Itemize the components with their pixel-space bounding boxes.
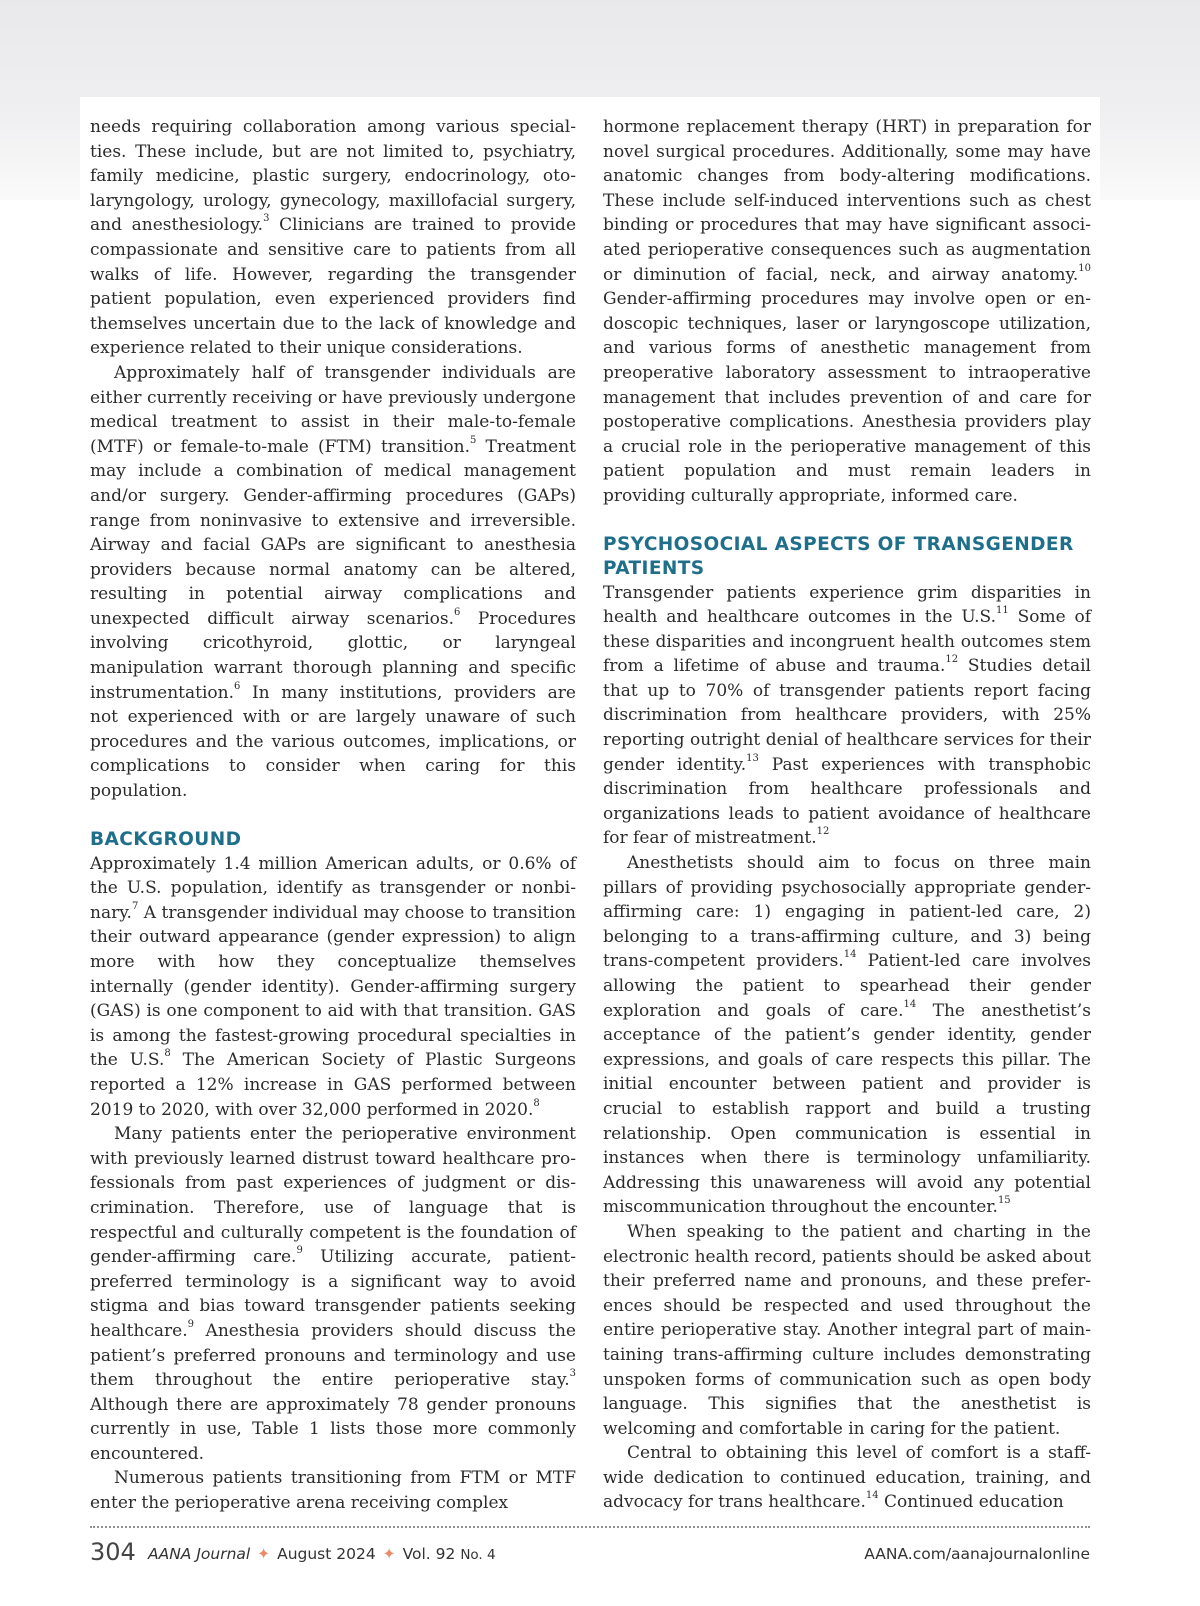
citation[interactable]: 6 bbox=[233, 680, 241, 692]
citation[interactable]: 6 bbox=[454, 606, 461, 618]
paragraph-disparities: Transgender patients experience grim disparities in health and healthcare outcomes in the U.S.$^{11}$ Some of these disparities and incongruent health outcomes stem from a lifetime of abuse and trauma.$^{12}$ Studies detail that up to 70% of transgender patients report facing discrimination from healthcare providers, with 25% reporting outright denial of healthcare services for their gender identity.$^{13}$ Past experiences with transphobic discrimination from healthcare professionals and organizations leads to patient avoidance of healthcare for fear of mistreatment.$^{12}$ bbox=[603, 582, 1091, 849]
paragraph-language-care: Many patients enter the perioperative environment with previously learned distrust toward healthcare professionals from past experiences of judgment or discrimination. Therefore, use of language that is respectful and culturally competent is the foundation of gender-affirming care.$^9$ Utilizing accurate, patient-preferred terminology is a significant way to avoid stigma and bias toward transgender patients seeking healthcare.$^9$ Anesthesia providers should discuss the patient’s preferred pronouns and terminology and use them throughout the entire perioperative stay.$^3$ Although there are approximately 78 gender pronouns currently in use, Table 1 lists those more commonly encountered. bbox=[90, 1124, 576, 1464]
paragraph-pronouns-charting: When speaking to the patient and charting in the electronic health record, patients should be asked about their preferred name and pronouns, and these preferences should be respected and used throughout the entire perioperative stay. Another integral part of maintaining trans-affirming culture includes demonstrating unspoken forms of communication such as open body language. This signifies that the anesthetist is welcoming and comfortable in caring for the patient. bbox=[603, 1221, 1091, 1439]
journal-name: AANA Journal bbox=[148, 1545, 251, 1563]
citation[interactable]: 9 bbox=[187, 1318, 194, 1330]
section-heading-psychosocial: PSYCHOSOCIAL ASPECTS OF TRANSGENDER PATIENTS bbox=[603, 533, 1074, 579]
paragraph-staff-education: Central to obtaining this level of comfort is a staff-wide dedication to continued education, training, and advocacy for trans healthcare.$^{14}$ Continued education bbox=[603, 1443, 1091, 1513]
paragraph-hrt: hormone replacement therapy (HRT) in preparation for novel surgical procedures. Additionally, some may have anatomic changes from body-altering modifications. These include self-induced interventions such as chest binding or procedures that may have significant associated perioperative consequences such as augmentation or diminution of facial, neck, and airway anatomy.$^{10}$ Gender-affirming procedures may involve open or endoscopic techniques, laser or laryngoscope utilization, and various forms of anesthetic management from preoperative laboratory assessment to intraoperative management that includes prevention of and care for postoperative complications. Anesthesia providers play a crucial role in the perioperative management of this patient population and must remain leaders in providing culturally appropriate, informed care. bbox=[603, 117, 1091, 506]
citation[interactable]: 14 bbox=[903, 998, 917, 1010]
journal-url[interactable]: AANA.com/aanajournalonline bbox=[864, 1545, 1090, 1563]
issue-number: No. 4 bbox=[460, 1547, 496, 1563]
citation[interactable]: 3 bbox=[569, 1368, 576, 1380]
citation[interactable]: 8 bbox=[533, 1097, 540, 1109]
issue-date: August 2024 bbox=[277, 1545, 376, 1563]
journal-citation bbox=[148, 1544, 496, 1565]
citation[interactable]: 14 bbox=[865, 1490, 879, 1502]
volume: Vol. 92 bbox=[402, 1545, 456, 1563]
page-number: 304 bbox=[90, 1538, 136, 1566]
footer-dotted-rule bbox=[90, 1526, 1090, 1528]
citation[interactable]: 11 bbox=[996, 605, 1009, 617]
separator-icon: ✦ bbox=[257, 1545, 271, 1563]
citation[interactable]: 9 bbox=[296, 1245, 303, 1257]
paragraph-intro-continued: needs requiring collaboration among various specialties. These include, but are not limited to, psychiatry, family medicine, plastic surgery, endocrinology, otolaryngology, urology, gynecology, maxillofacial surgery, and anesthesiology.$^3$ Clinicians are trained to provide compassionate and sensitive care to patients from all walks of life. However, regarding the transgender patient population, even experienced providers find themselves uncertain due to the lack of knowledge and experience related to their unique considerations. bbox=[90, 117, 577, 359]
citation[interactable]: 8 bbox=[164, 1048, 171, 1060]
citation[interactable]: 13 bbox=[746, 752, 759, 764]
separator-icon: ✦ bbox=[382, 1545, 396, 1563]
citation[interactable]: 15 bbox=[997, 1195, 1011, 1207]
citation[interactable]: 5 bbox=[470, 434, 477, 446]
left-column bbox=[90, 115, 576, 1516]
citation[interactable]: 12 bbox=[945, 654, 959, 666]
paragraph-numerous-patients: Numerous patients transitioning from FTM or MTF enter the perioperative arena receiving complex bbox=[90, 1468, 576, 1514]
paragraph-background-stats: Approximately 1.4 million American adults, or 0.6% of the U.S. population, identify as transgender or nonbinary.$^7$ A transgender individual may choose to transition their outward appearance (gender expression) to align more with how they conceptualize themselves internally (gender identity). Gender-affirming surgery (GAS) is one component to aid with that transition. GAS is among the fastest-growing procedural specialties in the U.S.$^8$ The American Society of Plastic Surgeons reported a 12% increase in GAS performed between 2019 to 2020, with over 32,000 performed in 2020.$^8$ bbox=[90, 853, 577, 1120]
section-heading-background: BACKGROUND bbox=[90, 828, 242, 850]
citation[interactable]: 12 bbox=[816, 826, 830, 838]
citation[interactable]: 10 bbox=[1078, 262, 1091, 274]
paragraph-transition-treatment: Approximately half of transgender individuals are either currently receiving or have previously undergone medical treatment to assist in their male-to-female (MTF) or female-to-male (FTM) transition.$^5$ Treatment may include a combination of medical management and/or surgery. Gender-affirming procedures (GAPs) range from noninvasive to extensive and irreversible. Airway and facial GAPs are significant to anesthesia providers because normal anatomy can be altered, resulting in potential airway complications and unexpected difficult airway scenarios.$^6$ Procedures involving cricothyroid, glottic, or laryngeal manipulation warrant thorough planning and specific instrumentation.$^6$ In many institutions, providers are not experienced with or are largely unaware of such procedures and the various outcomes, implications, or complications to consider when caring for this population. bbox=[90, 362, 577, 802]
citation[interactable]: 14 bbox=[843, 949, 857, 961]
right-column bbox=[603, 115, 1091, 1515]
citation[interactable]: 7 bbox=[131, 900, 139, 912]
citation[interactable]: 3 bbox=[263, 213, 270, 225]
paragraph-three-pillars: Anesthetists should aim to focus on three main pillars of providing psychosocially appropriate gender-affirming care: 1) engaging in patient-led care, 2) belonging to a trans-affirming culture, and 3) being trans-competent providers.$^{14}$ Patient-led care involves allowing the patient to spearhead their gender exploration and goals of care.$^{14}$ The anesthetist’s acceptance of the patient’s gender identity, gender expressions, and goals of care respects this pillar. The initial encounter between patient and provider is crucial to establish rapport and build a trusting relationship. Open communication is essential in instances when there is terminology unfamiliarity. Addressing this unawareness will avoid any potential miscommunication throughout the encounter.$^{15}$ bbox=[603, 853, 1091, 1218]
page-footer bbox=[90, 1536, 1090, 1570]
